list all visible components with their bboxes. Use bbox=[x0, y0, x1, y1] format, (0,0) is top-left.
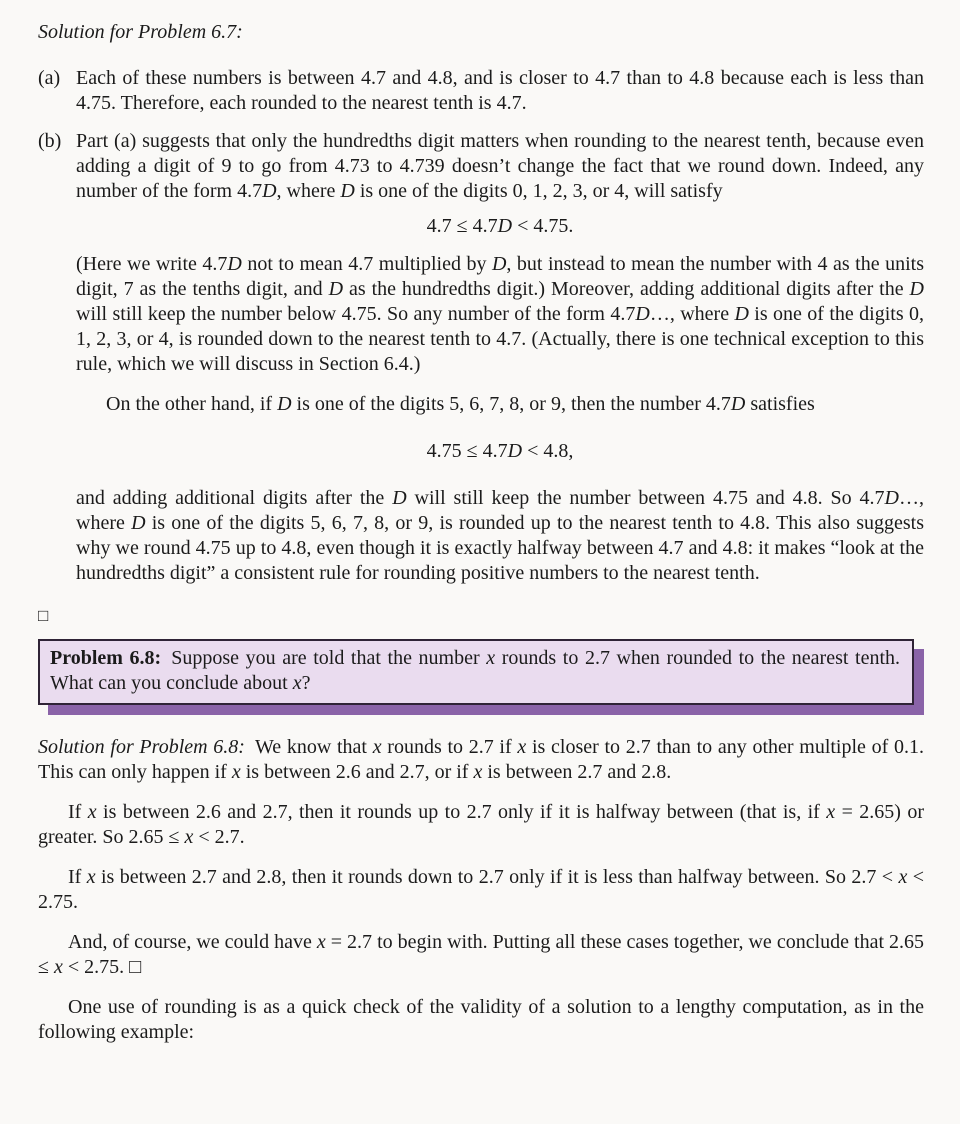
solution-6-7-heading: Solution for Problem 6.7: bbox=[38, 21, 243, 43]
item-b-text bbox=[76, 129, 924, 586]
paragraph-on-the-other-hand: On the other hand, if D is one of the digits 5, 6, 7, 8, or 9, then the number 4.7D satisfies bbox=[106, 393, 815, 415]
item-a-label: (a) bbox=[38, 67, 61, 89]
item-a-text: Each of these numbers is between 4.7 and 4.8, and is closer to 4.7 than to 4.8 because each is less than 4.75. Therefore, each rounded to the nearest tenth is 4.7. bbox=[76, 67, 924, 114]
solution-6-8-paragraph-2: If x is between 2.6 and 2.7, then it rounds up to 2.7 only if it is halfway between (that is, if x = 2.65) or greater. So 2.65 ≤ x < 2.7. bbox=[38, 801, 925, 848]
list-item-b bbox=[38, 129, 924, 586]
paragraph-b-intro: Part (a) suggests that only the hundredths digit matters when rounding to the nearest tenth, because even adding a digit of 9 to go from 4.73 to 4.739 doesn’t change the fact that we round down. Indeed, any number of the form 4.7D, where D is one of the digits 0, 1, 2, 3, or 4, will satisfy bbox=[76, 130, 924, 202]
item-b-label: (b) bbox=[38, 130, 62, 152]
solution-6-8-paragraph-3: If x is between 2.7 and 2.8, then it rounds down to 2.7 only if it is less than halfway between. So 2.7 < x < 2.75. bbox=[38, 866, 925, 913]
equation-1: 4.7 ≤ 4.7D < 4.75. bbox=[426, 215, 574, 237]
end-of-solution-marker: □ bbox=[38, 606, 49, 625]
paragraph-here-we-write: (Here we write 4.7D not to mean 4.7 multiplied by D, but instead to mean the number with 4 as the units digit, 7 as the tenths digit, and D as the hundredths digit.) Moreover, adding additional digits after the D will still keep the number below 4.75. So any number of the form 4.7D…, where D is one of the digits 0, 1, 2, 3, or 4, is rounded down to the nearest tenth to 4.7. (Actually, there is one technical exception to this rule, which we will discuss in Section 6.4.) bbox=[76, 253, 925, 375]
problem-6-8-text: Problem 6.8: Suppose you are told that the number x rounds to 2.7 when rounded to the nearest tenth. What can you conclude about x? bbox=[50, 647, 901, 694]
problem-6-8-box bbox=[38, 639, 914, 705]
closing-paragraph: One use of rounding is as a quick check of the validity of a solution to a lengthy computation, as in the following example: bbox=[38, 996, 924, 1043]
equation-2: 4.75 ≤ 4.7D < 4.8, bbox=[426, 440, 574, 462]
solution-6-8-paragraph-1: Solution for Problem 6.8: We know that x rounds to 2.7 if x is closer to 2.7 than to any other multiple of 0.1. This can only happen if x is between 2.6 and 2.7, or if x is between 2.7 and 2.8. bbox=[38, 736, 925, 783]
solution-6-8-paragraph-4: And, of course, we could have x = 2.7 to begin with. Putting all these cases together, we conclude that 2.65 ≤ x < 2.75. □ bbox=[38, 931, 925, 978]
paragraph-and-adding: and adding additional digits after the D will still keep the number between 4.75 and 4.8. So 4.7D…, where D is one of the digits 5, 6, 7, 8, or 9, is rounded up to the nearest tenth to 4.8. This also suggests why we round 4.75 up to 4.8, even though it is exactly halfway between 4.7 and 4.8: it makes “look at the hundredths digit” a consistent rule for rounding positive numbers to the nearest tenth. bbox=[76, 487, 925, 584]
list-item-a bbox=[38, 66, 924, 116]
